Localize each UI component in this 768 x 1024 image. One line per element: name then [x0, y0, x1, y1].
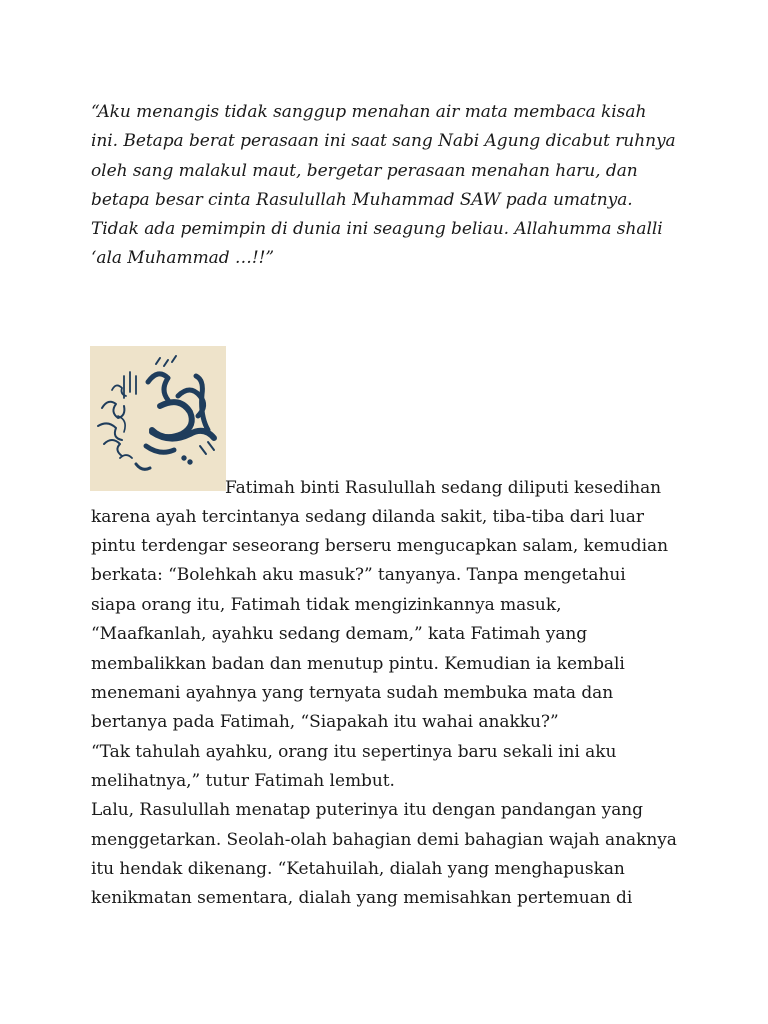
quote-line: betapa besar cinta Rasulullah Muhammad SAW pada umatnya.	[91, 189, 633, 210]
story-line: menggetarkan. Seolah-olah bahagian demi bahagian wajah anaknya	[91, 830, 677, 850]
story-line: kenikmatan sementara, dialah yang memisahkan pertemuan di	[91, 888, 633, 908]
story-line: “Tak tahulah ayahku, orang itu sepertinya baru sekali ini aku	[91, 742, 617, 762]
story-line: pintu terdengar seseorang berseru mengucapkan salam, kemudian	[91, 536, 668, 556]
quote-line: ‘ala Muhammad …!!”	[91, 248, 275, 269]
story-line: bertanya pada Fatimah, “Siapakah itu wahai anakku?”	[91, 712, 559, 732]
opening-quote	[91, 98, 691, 274]
story-line: Fatimah binti Rasulullah sedang diliputi kesedihan	[225, 478, 662, 498]
quote-line: oleh sang malakul maut, bergetar perasaan menahan haru, dan	[91, 160, 638, 181]
quote-line: “Aku menangis tidak sanggup menahan air mata membaca kisah	[91, 102, 647, 122]
story-line: menemani ayahnya yang ternyata sudah membuka mata dan	[91, 683, 614, 703]
calligraphy-icon	[90, 346, 226, 491]
story-line: itu hendak dikenang. “Ketahuilah, dialah yang menghapuskan	[91, 859, 625, 879]
story-line: “Maafkanlah, ayahku sedang demam,” kata Fatimah yang	[91, 624, 588, 644]
story-line: membalikkan badan dan menutup pintu. Kemudian ia kembali	[91, 654, 625, 674]
quote-line: ini. Betapa berat perasaan ini saat sang Nabi Agung dicabut ruhnya	[91, 131, 676, 152]
muhammad-calligraphy-image	[90, 346, 226, 491]
story-line: Lalu, Rasulullah menatap puterinya itu dengan pandangan yang	[91, 800, 644, 820]
quote-line: Tidak ada pemimpin di dunia ini seagung beliau. Allahumma shalli	[91, 219, 663, 240]
story-line: siapa orang itu, Fatimah tidak mengizinkannya masuk,	[91, 595, 562, 615]
story-line: berkata: “Bolehkah aku masuk?” tanyanya. Tanpa mengetahui	[91, 565, 626, 585]
story-line: karena ayah tercintanya sedang dilanda sakit, tiba-tiba dari luar	[91, 507, 644, 527]
story-line: melihatnya,” tutur Fatimah lembut.	[91, 771, 395, 791]
